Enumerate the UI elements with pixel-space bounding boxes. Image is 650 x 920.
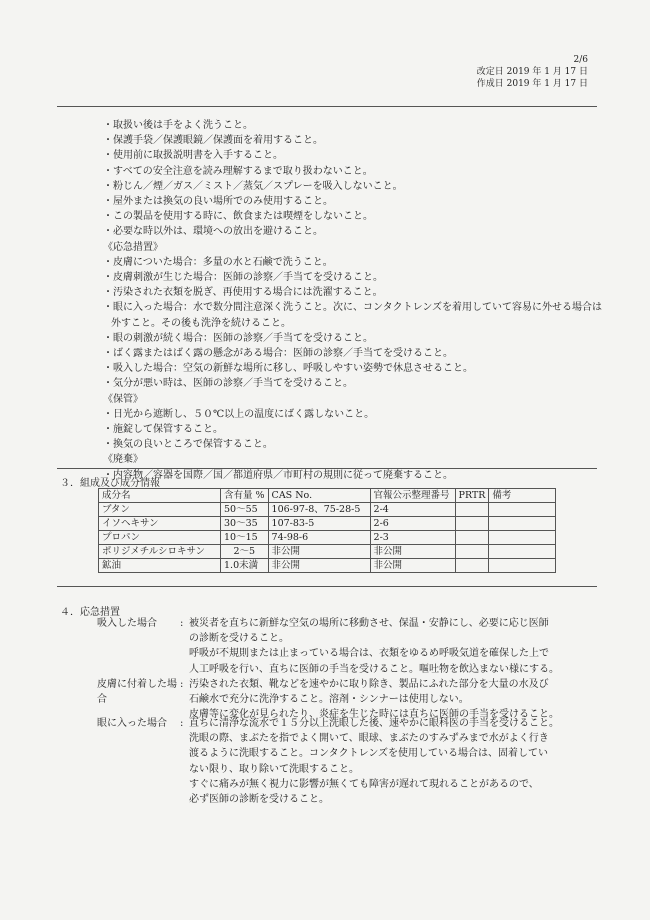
- section-divider: [57, 586, 597, 587]
- header-cell: 備考: [489, 489, 556, 503]
- first-aid-line: 直ちに清浄な流水で１５分以上洗眼した後、速やかに眼科医の手当を受けること。: [189, 718, 559, 729]
- table-cell: [455, 545, 489, 559]
- subheading-storage: 《保管》: [103, 393, 143, 405]
- table-row: [99, 545, 556, 559]
- first-aid-label: 眼に入った場合: [97, 718, 167, 729]
- first-aid-line: 洗眼の際、まぶたを指でよく開いて、眼球、まぶたのすみずみまで水がよく行き: [189, 733, 549, 745]
- section-divider: [57, 468, 597, 469]
- list-item: ・この製品を使用する時に、飲食または喫煙をしないこと。: [103, 211, 373, 223]
- first-aid-line: 被災者を直ちに新鮮な空気の場所に移動させ、保温・安静にし、必要に応じ医師: [189, 618, 549, 629]
- table-cell: 30～35: [221, 517, 269, 531]
- revision-date: 改定日 2019 年 1 月 17 日: [476, 67, 588, 77]
- table-cell: [489, 559, 556, 573]
- table-cell: 非公開: [370, 559, 455, 573]
- table-cell: 50～55: [221, 503, 269, 517]
- list-item: ・使用前に取扱説明書を入手すること。: [103, 150, 283, 162]
- header-cell: CAS No.: [268, 489, 370, 503]
- list-item: ・日光から遮断し、５０℃以上の温度にばく露しないこと。: [103, 408, 375, 420]
- list-item: ・取扱い後は手をよく洗うこと。: [103, 120, 253, 131]
- table-cell: 2-6: [370, 517, 455, 531]
- table-cell: [455, 503, 489, 517]
- table-row: [99, 517, 556, 531]
- section4-title: ４．応急措置: [60, 607, 120, 618]
- list-item: ・ばく露またはばく露の懸念がある場合：医師の診察／手当てを受けること。: [103, 348, 453, 360]
- table-cell: 2～5: [221, 545, 269, 559]
- first-aid-line: 呼吸が不規則または止まっている場合は、衣類をゆるめ呼吸気道を確保した上で: [189, 648, 549, 660]
- table-cell: ブタン: [99, 503, 221, 517]
- list-item: ・施錠して保管すること。: [103, 424, 223, 436]
- table-cell: [455, 531, 489, 545]
- header-divider: [57, 106, 597, 107]
- table-cell: 106-97-8、75-28-5: [268, 503, 370, 517]
- document-page: 2/6 改定日 2019 年 1 月 17 日 作成日 2019 年 1 月 17 日 ・取扱い後は手をよく洗うこと。 ・保護手袋／保護眼鏡／保護面を着用すること。 ・使用前に取扱説明書を入手すること。 ・すべての安全注意を読み理解するまで取り扱わないこと。 ・粉じん／煙／ガス／ミスト／蒸気／スプレーを吸入しないこと。 ・屋外または換気の良い場所でのみ使用すること。 ・この製品を使用する時に、飲食または喫煙をしないこと。 ・必要な時以外は、環境への放出を避けること。 《応急措置》 ・皮膚についた場合：多量の水と石鹸で洗うこと。 ・皮膚刺激が生じた場合：医師の診察／手当てを受けること。 ・汚染された衣類を脱ぎ、再使用する場合には洗濯すること。 ・眼に入った場合：水で数分間注意深く洗うこと。次に、コンタクトレンズを着用していて容易に外せる場合は外すこと。その後も洗浄を続けること。 ・眼の刺激が続く場合：医師の診察／手当てを受けること。 ・ばく露またはばく露の懸念がある場合：医師の診察／手当てを受けること。 ・吸入した場合：空気の新鮮な場所に移し、呼吸しやすい姿勢で休息させること。 ・気分が悪い時は、医師の診察／手当てを受けること。 《保管》 ・日光から遮断し、５０℃以上の温度にばく露しないこと。 ・施錠して保管すること。 ・換気の良いところで保管すること。 《廃棄》 ・内容物／容器を国際／国／都道府県／市町村の規則に従って廃棄すること。 ３．組成及び成分情報 成分名 含有量 % CAS No. 官報公示整理番号 PRTR 備考 ブタン 50～55 106-97-8、75-28-5 2-4 イソヘキサン 30～35 107-83-5 2-6 プロパン 10～15 74-98-6 2-3 ポリジメチルシロキサン 2～5 非公開 非公開 鉱油 1.0未満 非公開 非公開 ４．応急措置 吸入した場合 : 被災者を直ちに新鮮な空気の場所に移動させ、保温・安静にし、必要に応じ医師 の診断を受けること。 呼吸が不規則または止まっている場合は、衣類をゆるめ呼吸気道を確保した上で 人工呼吸を行い、直ちに医師の手当を受けること。嘔吐物を飲込まない様にする。 皮膚に付着した場合 : 汚染された衣類、靴などを速やかに取り除き、製品にふれた部分を大量の水及び 石鹸水で充分に洗浄すること。溶剤・シンナーは使用しない。 皮膚等に変化が見られたり、炎症を生じた時には直ちに医師の手当を受けること。 眼に入った場合 : 直ちに清浄な流水で１５分以上洗眼した後、速やかに眼科医の手当を受けること。 洗眼の際、まぶたを指でよく開いて、眼球、まぶたのすみずみまで水がよく行き 渡るように洗眼すること。コンタクトレンズを使用している場合は、固着してい ない限り、取り除いて洗眼すること。 すぐに痛みが無く視力に影響が無くても障害が遅れて現れることがあるので、 必ず医師の診断を受けること。: [0, 0, 650, 920]
- list-item: ・気分が悪い時は、医師の診察／手当てを受けること。: [103, 378, 353, 390]
- table-cell: プロパン: [99, 531, 221, 545]
- first-aid-line: 皮膚等に変化が見られたり、炎症を生じた時には直ちに医師の手当を受けること。: [189, 709, 559, 721]
- header-cell: PRTR: [455, 489, 489, 503]
- table-cell: [455, 559, 489, 573]
- list-item: ・眼に入った場合：水で数分間注意深く洗うこと。次に、コンタクトレンズを着用していて容易に外せる場合は外すこと。その後も洗浄を続けること。: [103, 302, 603, 329]
- first-aid-line: 石鹸水で充分に洗浄すること。溶剤・シンナーは使用しない。: [189, 694, 469, 706]
- table-cell: 非公開: [268, 559, 370, 573]
- first-aid-line: ない限り、取り除いて洗眼すること。: [189, 763, 359, 775]
- table-cell: 鉱油: [99, 559, 221, 573]
- creation-date: 作成日 2019 年 1 月 17 日: [476, 79, 588, 89]
- composition-table: [98, 488, 556, 573]
- table-cell: [489, 545, 556, 559]
- list-item: ・保護手袋／保護眼鏡／保護面を着用すること。: [103, 135, 323, 147]
- header-cell: 官報公示整理番号: [370, 489, 455, 503]
- table-cell: 10～15: [221, 531, 269, 545]
- list-item: ・必要な時以外は、環境への放出を避けること。: [103, 226, 323, 238]
- subheading-first-aid: 《応急措置》: [103, 241, 163, 253]
- table-row: [99, 503, 556, 517]
- list-item: ・すべての安全注意を読み理解するまで取り扱わないこと。: [103, 165, 373, 177]
- page-number: 2/6: [573, 55, 588, 65]
- table-row: [99, 531, 556, 545]
- table-cell: [489, 503, 556, 517]
- first-aid-line: 必ず医師の診断を受けること。: [189, 794, 329, 806]
- subheading-disposal: 《廃棄》: [103, 454, 143, 466]
- first-aid-label: 吸入した場合: [97, 618, 157, 629]
- first-aid-line: すぐに痛みが無く視力に影響が無くても障害が遅れて現れることがあるので、: [189, 778, 539, 790]
- list-item: ・換気の良いところで保管すること。: [103, 439, 273, 451]
- list-item: ・皮膚刺激が生じた場合：医師の診察／手当てを受けること。: [103, 272, 383, 284]
- table-cell: [489, 517, 556, 531]
- precaution-list: [103, 118, 603, 483]
- table-cell: 非公開: [268, 545, 370, 559]
- table-cell: 2-4: [370, 503, 455, 517]
- list-item: ・粉じん／煙／ガス／ミスト／蒸気／スプレーを吸入しないこと。: [103, 180, 403, 192]
- section3-title: ３．組成及び成分情報: [60, 478, 160, 489]
- header-cell: 成分名: [99, 489, 221, 503]
- table-cell: 107-83-5: [268, 517, 370, 531]
- first-aid-line: 汚染された衣類、靴などを速やかに取り除き、製品にふれた部分を大量の水及び: [189, 679, 549, 690]
- table-row: [99, 559, 556, 573]
- list-item: ・屋外または換気の良い場所でのみ使用すること。: [103, 196, 333, 208]
- table-cell: 1.0未満: [221, 559, 269, 573]
- first-aid-line: 渡るように洗眼すること。コンタクトレンズを使用している場合は、固着してい: [189, 748, 549, 760]
- first-aid-label: 皮膚に付着した場合: [97, 679, 177, 706]
- list-item: ・皮膚についた場合：多量の水と石鹸で洗うこと。: [103, 256, 333, 268]
- first-aid-line: 人工呼吸を行い、直ちに医師の手当を受けること。嘔吐物を飲込まない様にする。: [189, 663, 559, 675]
- list-item: ・内容物／容器を国際／国／都道府県／市町村の規則に従って廃棄すること。: [103, 469, 453, 481]
- list-item: ・眼の刺激が続く場合：医師の診察／手当てを受けること。: [103, 332, 373, 344]
- table-cell: [489, 531, 556, 545]
- table-header-row: [99, 489, 556, 503]
- table-cell: イソヘキサン: [99, 517, 221, 531]
- list-item: ・汚染された衣類を脱ぎ、再使用する場合には洗濯すること。: [103, 287, 383, 299]
- table-cell: 74-98-6: [268, 531, 370, 545]
- table-cell: [455, 517, 489, 531]
- header-cell: 含有量 %: [221, 489, 269, 503]
- table-cell: 2-3: [370, 531, 455, 545]
- table-cell: 非公開: [370, 545, 455, 559]
- list-item: ・吸入した場合：空気の新鮮な場所に移し、呼吸しやすい姿勢で休息させること。: [103, 363, 473, 375]
- table-cell: ポリジメチルシロキサン: [99, 545, 221, 559]
- first-aid-line: の診断を受けること。: [189, 633, 289, 645]
